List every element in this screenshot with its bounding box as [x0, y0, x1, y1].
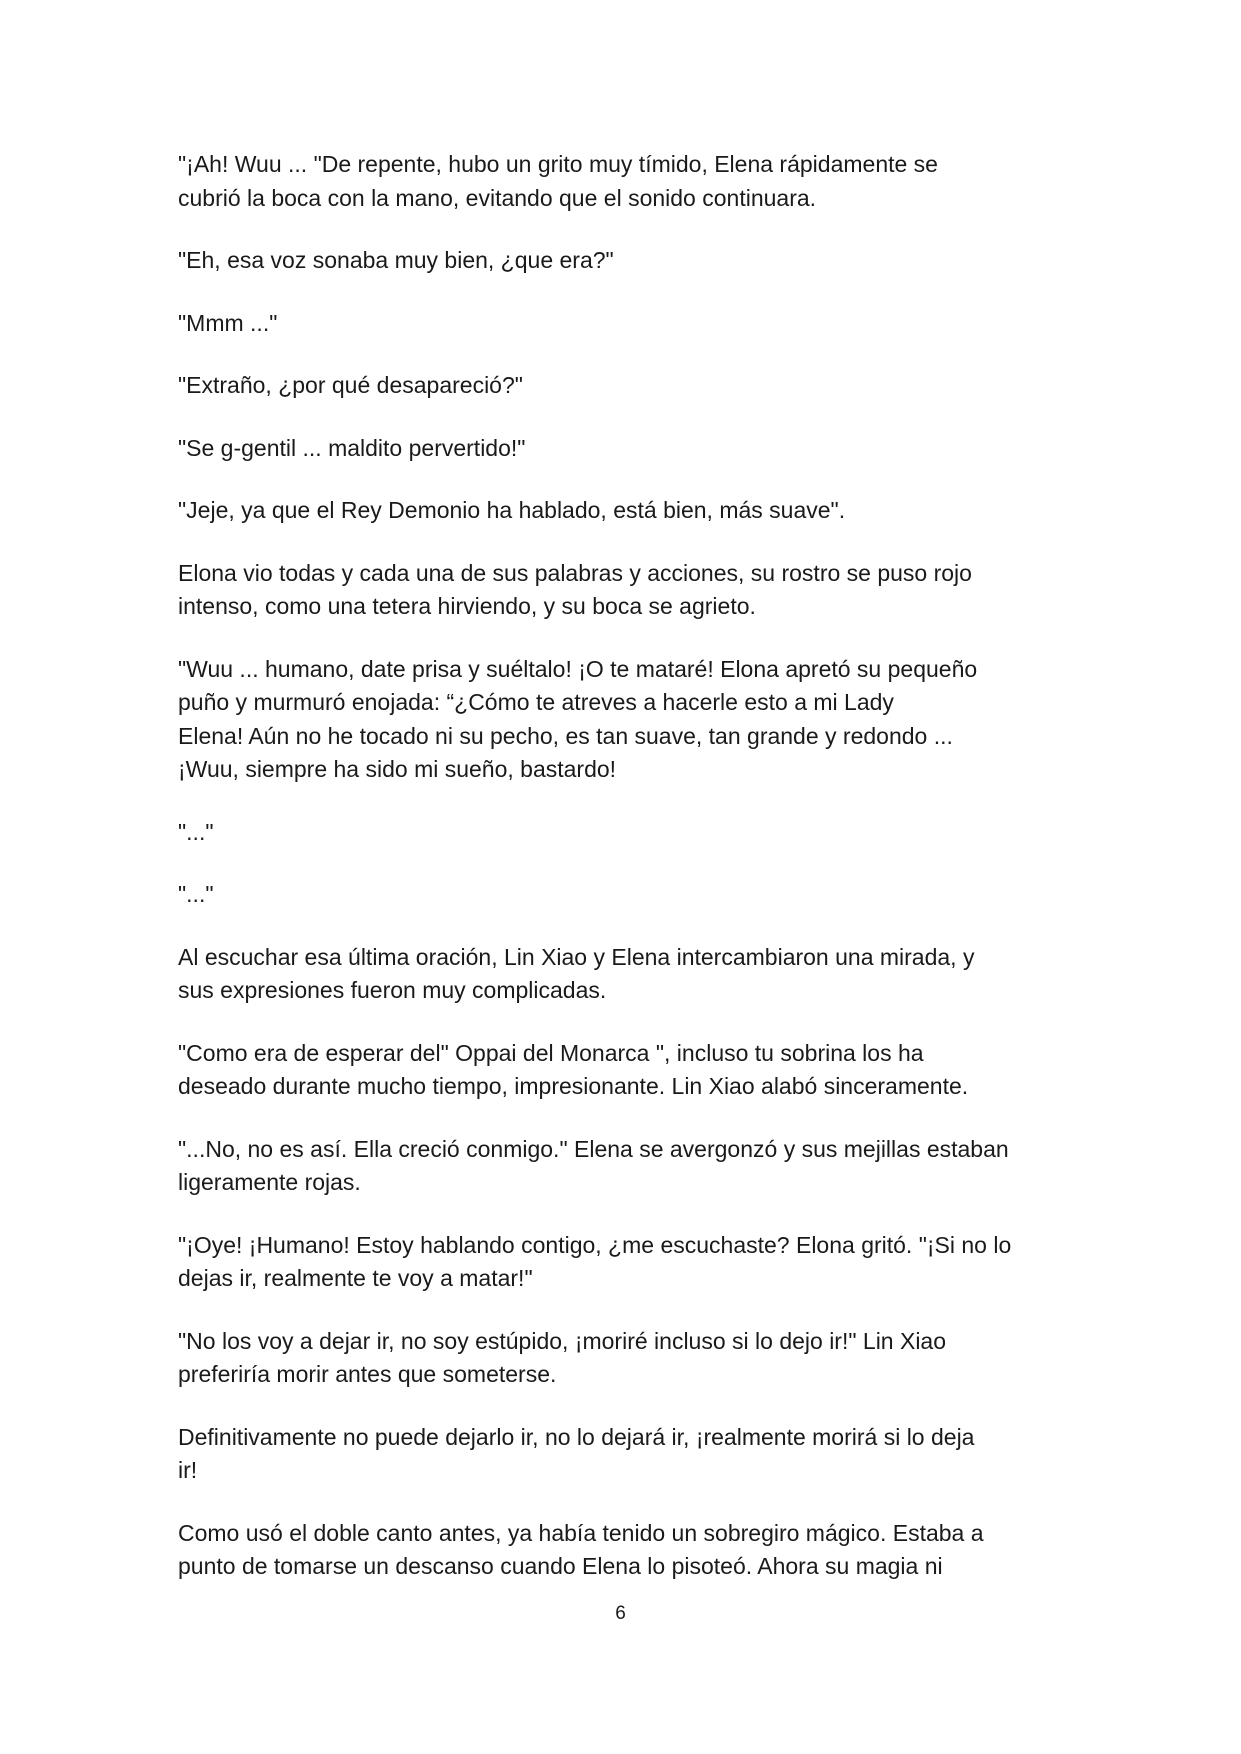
- text-line: preferiría morir antes que someterse.: [178, 1361, 557, 1387]
- text-line: sus expresiones fueron muy complicadas.: [178, 977, 607, 1003]
- paragraph: [178, 369, 1078, 403]
- text-line: "...No, no es así. Ella creció conmigo." Elena se avergonzó y sus mejillas estaban: [178, 1135, 1009, 1162]
- text-line: "Eh, esa voz sonaba muy bien, ¿que era?": [178, 247, 614, 273]
- paragraph: [178, 307, 1078, 341]
- paragraph: [178, 432, 1078, 466]
- text-line: Definitivamente no puede dejarlo ir, no lo dejará ir, ¡realmente morirá si lo deja: [178, 1423, 975, 1450]
- text-line: "...": [178, 881, 214, 907]
- text-line: dejas ir, realmente te voy a matar!": [178, 1265, 533, 1291]
- text-line: "Wuu ... humano, date prisa y suéltalo! ¡O te mataré! Elona apretó su pequeño: [178, 655, 978, 682]
- text-line: punto de tomarse un descanso cuando Elena lo pisoteó. Ahora su magia ni: [178, 1553, 943, 1579]
- text-line: Elona vio todas y cada una de sus palabras y acciones, su rostro se puso rojo: [178, 559, 972, 586]
- paragraph: [178, 1133, 1078, 1200]
- text-line: Como usó el doble canto antes, ya había tenido un sobregiro mágico. Estaba a: [178, 1519, 984, 1546]
- paragraph: [178, 1229, 1078, 1296]
- paragraph: [178, 1421, 1078, 1488]
- text-line: "¡Ah! Wuu ... "De repente, hubo un grito muy tímido, Elena rápidamente se: [178, 151, 938, 177]
- paragraph: [178, 1037, 1078, 1104]
- paragraph: [178, 244, 1078, 278]
- text-line: "Extraño, ¿por qué desapareció?": [178, 372, 523, 398]
- text-line: Elena! Aún no he tocado ni su pecho, es tan suave, tan grande y redondo ...: [178, 722, 953, 749]
- text-line: puño y murmuró enojada: “¿Cómo te atreves a hacerle esto a mi Lady: [178, 689, 894, 715]
- paragraph: [178, 494, 1078, 528]
- text-line: "Como era de esperar del" Oppai del Monarca ", incluso tu sobrina los ha: [178, 1039, 924, 1066]
- text-line: "Jeje, ya que el Rey Demonio ha hablado, está bien, más suave".: [178, 497, 846, 523]
- text-line: "Se g-gentil ... maldito pervertido!": [178, 434, 526, 461]
- text-line: "No los voy a dejar ir, no soy estúpido, ¡moriré incluso si lo dejo ir!" Lin Xiao: [178, 1327, 947, 1354]
- paragraph: [178, 816, 1078, 850]
- paragraph: [178, 557, 1078, 624]
- paragraph: [178, 148, 1078, 215]
- paragraph: [178, 941, 1078, 1008]
- page-number: 6: [615, 1603, 626, 1624]
- text-line: cubrió la boca con la mano, evitando que el sonido continuara.: [178, 184, 817, 211]
- text-line: ¡Wuu, siempre ha sido mi sueño, bastardo!: [178, 756, 617, 782]
- text-line: "...": [178, 818, 214, 845]
- body-text: [178, 148, 1078, 1613]
- text-line: "¡Oye! ¡Humano! Estoy hablando contigo, ¿me escuchaste? Elona gritó. "¡Si no lo: [178, 1231, 1012, 1258]
- text-line: ir!: [178, 1457, 198, 1483]
- paragraph: [178, 1517, 1078, 1584]
- text-line: intenso, como una tetera hirviendo, y su boca se agrieto.: [178, 593, 756, 619]
- paragraph: [178, 878, 1078, 912]
- text-line: deseado durante mucho tiempo, impresionante. Lin Xiao alabó sinceramente.: [178, 1073, 969, 1099]
- text-line: ligeramente rojas.: [178, 1169, 361, 1195]
- text-line: Al escuchar esa última oración, Lin Xiao y Elena intercambiaron una mirada, y: [178, 943, 975, 970]
- paragraph: [178, 653, 1078, 787]
- paragraph: [178, 1325, 1078, 1392]
- text-line: "Mmm ...": [178, 309, 278, 336]
